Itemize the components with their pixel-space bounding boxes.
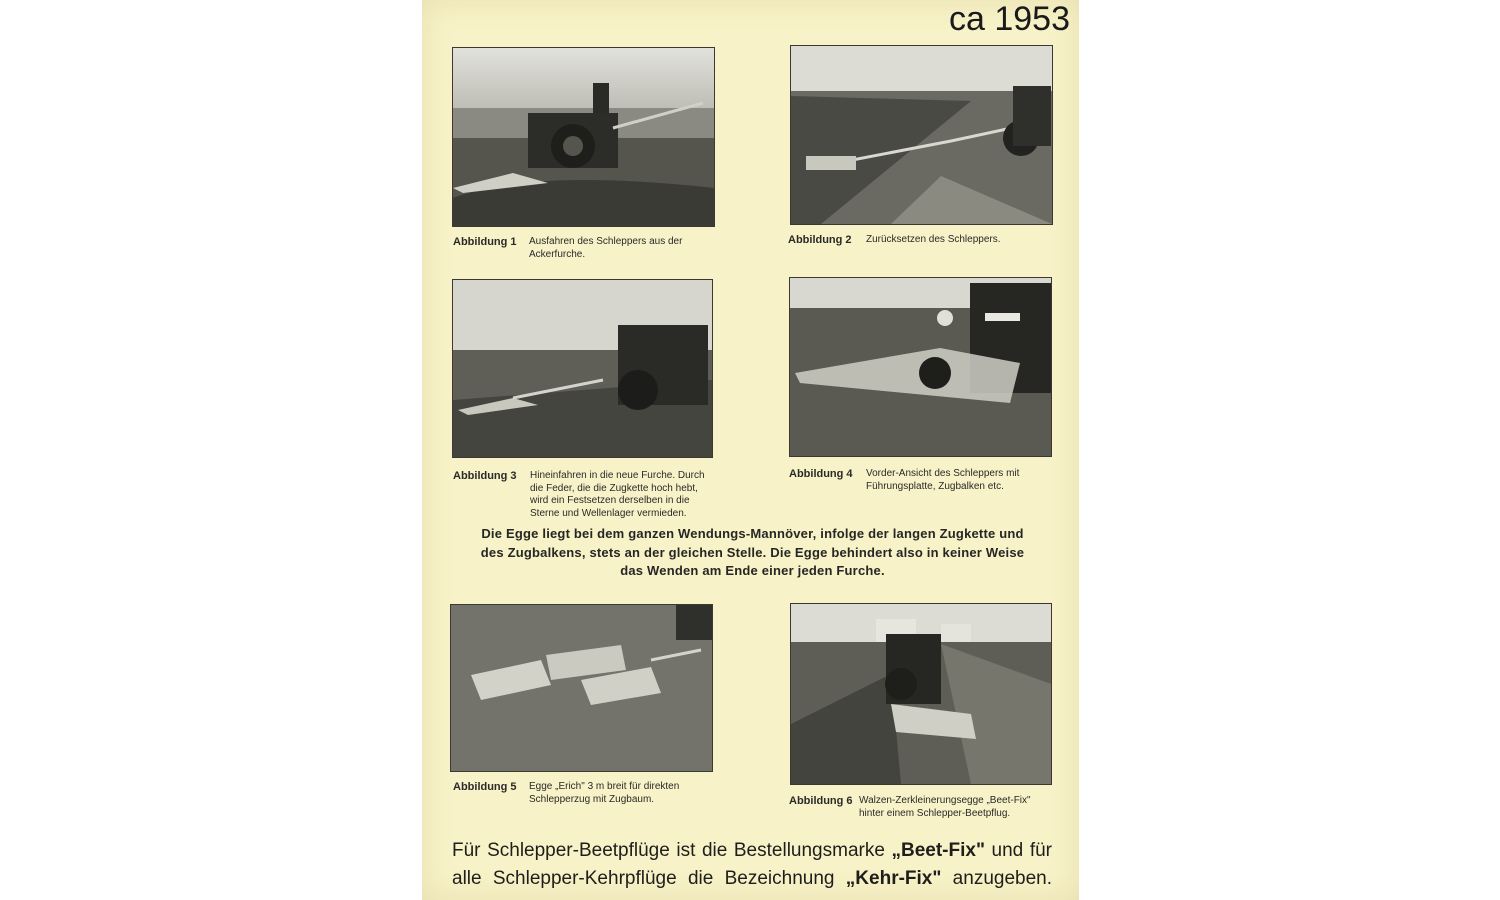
label-abbildung-5: Abbildung 5 bbox=[453, 781, 517, 793]
photo-abbildung-6 bbox=[790, 603, 1052, 785]
caption-line: Ackerfurche. bbox=[529, 248, 586, 260]
year-stamp: ca 1953 bbox=[949, 0, 1070, 38]
caption-line: wird ein Festsetzen derselben in die bbox=[530, 495, 690, 506]
caption-abbildung-3 bbox=[530, 470, 720, 520]
footer-line-1 bbox=[452, 837, 1052, 865]
footer-line-2 bbox=[452, 865, 1052, 893]
footer-text: Für Schlepper-Beetpflüge ist die Bestellungsmarke bbox=[452, 840, 892, 861]
note-line: des Zugbalkens, stets an der gleichen Stelle. Die Egge behindert also in keiner Weise bbox=[480, 544, 1025, 560]
note-line: das Wenden am Ende einer jeden Furche. bbox=[620, 563, 885, 578]
brand-beet-fix: „Beet-Fix" bbox=[891, 840, 985, 861]
brand-kehr-fix: „Kehr-Fix" bbox=[845, 868, 942, 889]
caption-abbildung-2 bbox=[866, 234, 1051, 247]
photo-abbildung-5 bbox=[450, 604, 713, 772]
caption-abbildung-5 bbox=[529, 781, 719, 806]
ordering-instructions bbox=[452, 837, 1052, 893]
caption-abbildung-1 bbox=[529, 236, 714, 261]
turning-maneuver-note bbox=[450, 525, 1055, 581]
caption-line: Schlepperzug mit Zugbaum. bbox=[529, 793, 655, 805]
footer-text: anzugeben. bbox=[941, 868, 1052, 889]
caption-line: Ausfahren des Schleppers aus der bbox=[529, 236, 683, 247]
label-abbildung-4: Abbildung 4 bbox=[789, 468, 853, 480]
caption-line: Zurücksetzen des Schleppers. bbox=[866, 234, 1001, 245]
photo-abbildung-3 bbox=[452, 279, 713, 458]
caption-line: Sterne und Wellenlager vermieden. bbox=[530, 507, 687, 519]
caption-line: hinter einem Schlepper-Beetpflug. bbox=[859, 807, 1011, 819]
caption-abbildung-4 bbox=[866, 468, 1051, 493]
caption-line: die Feder, die die Zugkette hoch hebt, bbox=[530, 482, 698, 494]
label-abbildung-2: Abbildung 2 bbox=[788, 234, 852, 246]
caption-line: Vorder-Ansicht des Schleppers mit bbox=[866, 468, 1020, 479]
caption-line: Egge „Erich" 3 m breit für direkten bbox=[529, 781, 680, 792]
caption-line: Hineinfahren in die neue Furche. Durch bbox=[530, 470, 705, 481]
photo-abbildung-2 bbox=[790, 45, 1053, 225]
label-abbildung-3: Abbildung 3 bbox=[453, 470, 517, 482]
caption-abbildung-6 bbox=[859, 795, 1059, 820]
label-abbildung-6: Abbildung 6 bbox=[789, 795, 853, 807]
footer-text: und für bbox=[984, 840, 1052, 861]
caption-line: Walzen-Zerkleinerungsegge „Beet-Fix" bbox=[859, 795, 1031, 806]
note-line: Die Egge liegt bei dem ganzen Wendungs-Mannöver, infolge der langen Zugkette und bbox=[481, 526, 1024, 541]
footer-text: alle Schlepper-Kehrpflüge die Bezeichnung bbox=[452, 868, 846, 889]
caption-line: Führungsplatte, Zugbalken etc. bbox=[866, 480, 1004, 492]
photo-abbildung-1 bbox=[452, 47, 715, 227]
label-abbildung-1: Abbildung 1 bbox=[453, 236, 517, 248]
photo-abbildung-4 bbox=[789, 277, 1052, 457]
